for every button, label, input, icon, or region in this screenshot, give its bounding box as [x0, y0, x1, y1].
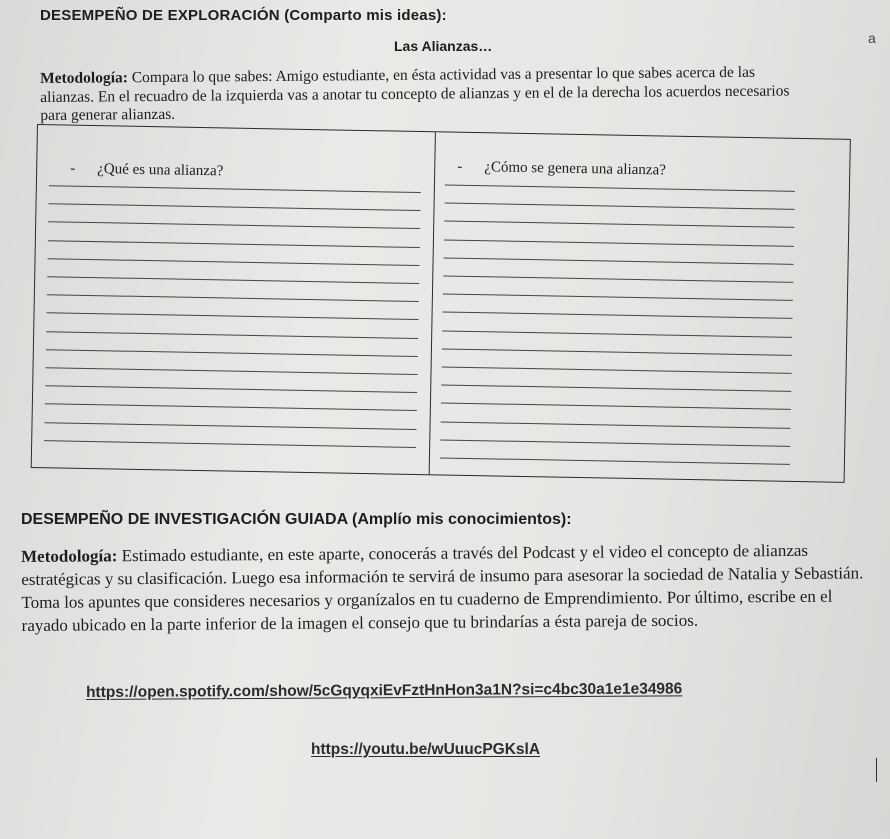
investigation-heading: DESEMPEÑO DE INVESTIGACIÓN GUIADA (Amplío mis conocimientos):: [21, 511, 572, 528]
spotify-podcast-link[interactable]: https://open.spotify.com/show/5cGqyqxiEvFztHnHon3a1N?si=c4bc30a1e1e34986: [86, 680, 683, 701]
writing-line: [49, 203, 421, 211]
writing-line: [444, 257, 794, 264]
writing-line: [444, 239, 794, 246]
writing-line: [443, 294, 793, 301]
writing-line: [441, 385, 791, 392]
writing-line: [44, 440, 416, 448]
writing-line: [443, 275, 793, 282]
writing-line: [45, 385, 417, 393]
margin-mark: [876, 758, 877, 782]
writing-line: [48, 240, 420, 248]
methodology-label: Metodología:: [40, 69, 128, 87]
writing-line: [444, 221, 794, 228]
youtube-video-link[interactable]: https://youtu.be/wUuucPGKslA: [311, 741, 541, 758]
left-column[interactable]: [32, 125, 435, 474]
exploration-methodology: [40, 63, 800, 125]
methodology-text: Compara lo que sabes: Amigo estudiante, en ésta actividad vas a presentar lo que sabes acerca de las alianzas. En el recuadro de la izquierda vas a anotar tu concepto de alianzas y en el de la derecha los acuerdos necesarios para generar alianzas.: [40, 63, 790, 124]
writing-line: [45, 422, 417, 430]
writing-line: [442, 330, 792, 337]
writing-line: [46, 367, 418, 375]
writing-line: [445, 184, 795, 191]
right-question: [457, 159, 666, 180]
writing-line: [441, 421, 791, 428]
writing-line: [441, 403, 791, 410]
writing-line: [442, 366, 792, 373]
investigation-methodology: [21, 538, 872, 637]
alliance-table: [31, 124, 851, 483]
writing-line: [48, 258, 420, 266]
left-question-text: ¿Qué es una alianza?: [97, 161, 224, 180]
writing-line: [49, 185, 421, 193]
right-column[interactable]: [429, 132, 851, 482]
writing-line: [443, 312, 793, 319]
writing-line: [45, 404, 417, 412]
writing-line: [47, 276, 419, 284]
writing-line: [47, 313, 419, 321]
writing-line: [46, 331, 418, 339]
writing-line: [440, 439, 790, 446]
corner-letter: a: [868, 30, 876, 46]
exploration-heading: DESEMPEÑO DE EXPLORACIÓN (Comparto mis ideas):: [40, 7, 447, 24]
methodology-text: Estimado estudiante, en este aparte, conocerás a través del Podcast y el video el concepto de alianzas estratégicas y su clasificación. Luego esa información te servirá de insumo para asesorar la sociedad de Natalia y Sebastián. Toma los apuntes que consideres necesarios y organízalos en tu cuaderno de Emprendimiento. Por último, escribe en el rayado ubicado en la parte inferior de la imagen el consejo que tu brindarías a ésta pareja de socios.: [21, 540, 864, 635]
writing-line: [442, 348, 792, 355]
left-question: [70, 161, 223, 181]
right-question-text: ¿Cómo se genera una alianza?: [484, 159, 666, 179]
writing-line: [440, 457, 790, 464]
writing-line: [445, 203, 795, 210]
page-subtitle: Las Alianzas…: [394, 38, 493, 54]
methodology-label: Metodología:: [21, 546, 118, 566]
writing-line: [47, 294, 419, 302]
bullet-dash: -: [70, 160, 76, 177]
bullet-dash: -: [457, 158, 463, 175]
writing-line: [48, 222, 420, 230]
writing-line: [46, 349, 418, 357]
